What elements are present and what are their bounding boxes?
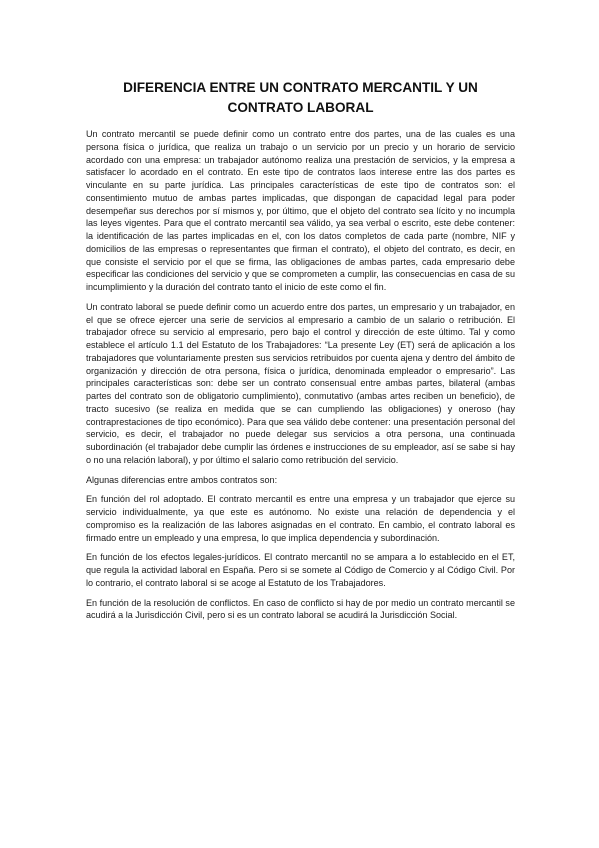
document-body <box>86 78 515 629</box>
paragraph-resolucion-conflictos: En función de la resolución de conflictos. En caso de conflicto si hay de por medio un contrato mercantil se acudirá a la Jurisdicción Civil, pero si es un contrato laboral se acudirá la Jurisdicción Social. <box>86 597 515 621</box>
paragraph-diferencias-intro: Algunas diferencias entre ambos contratos son: <box>86 474 278 485</box>
paragraph-contrato-laboral: Un contrato laboral se puede definir como un acuerdo entre dos partes, un empresario y un trabajador, en el que se ofrece ejercer una serie de servicios al empresario a cambio de un salario o retribución. El trabajador ofrece su servicio al empresario, pero bajo el control y dirección de este último. Tal y como establece el artículo 1.1 del Estatuto de los Trabajadores: “La presente Ley (ET) será de aplicación a los trabajadores que voluntariamente presten sus servicios retribuidos por cuenta ajena y dentro del ámbito de organización y dirección de otra persona, física o jurídica, denominada empleador o empresario”. Las principales características son: debe ser un contrato consensual entre ambas partes, bilateral (ambas partes del contrato son de obligatorio cumplimiento), conmutativo (ambas artes reciben un beneficio), de tracto sucesivo (se realiza en medida que se can cumpliendo las obligaciones) y oneroso (hay contraprestaciones de tipo económico). Para que sea válido debe contener: una presentación personal del servicio, es decir, el trabajador no puede delegar sus servicios a otra persona, una continuada subordinación (el trabajador debe cumplir las órdenes e instrucciones de su empleador, así se sabe si hay o no una relación laboral), y por último el salario como retribución del servicio. <box>86 301 515 465</box>
document-title: DIFERENCIA ENTRE UN CONTRATO MERCANTIL Y UN CONTRATO LABORAL <box>123 80 478 115</box>
paragraph-efectos-legales: En función de los efectos legales-jurídicos. El contrato mercantil no se ampara a lo establecido en el ET, que regula la actividad laboral en España. Pero si se somete al Código de Comercio y al Código Civil. Por lo contrario, el contrato laboral si se acoge al Estatuto de los Trabajadores. <box>86 552 515 588</box>
paragraph-rol-adoptado: En función del rol adoptado. El contrato mercantil es entre una empresa y un trabajador que ejerce su servicio individualmente, ya que este es autónomo. No existe una relación de dependencia y el compromiso es la realización de las labores asignadas en el contrato. En cambio, el contrato laboral es firmado entre un empleado y una empresa, lo que implica dependencia y subordinación. <box>86 494 515 543</box>
paragraph-contrato-mercantil: Un contrato mercantil se puede definir como un contrato entre dos partes, una de las cuales es una persona física o jurídica, que realiza un trabajo o un servicio por un precio y un horario de servicio acordado con una empresa: un trabajador autónomo realiza una prestación de servicios, y la empresa a satisfacer lo acordado en el contrato. En este tipo de contratos laos interese entre las dos partes es vinculante en su parte jurídica. Las principales características de este tipo de contratos son: el consentimiento mutuo de ambas partes implicadas, que dispongan de capacidad legal para poder desempeñar sus derechos por sí mismos y, por último, que el objeto del contrato sea lícito y no incumpla las leyes vigentes. Para que el contrato mercantil sea válido, ya sea verbal o escrito, este debe contener: la identificación de las partes implicadas en el, con los datos completos de cada parte (nombre, NIF y domicilios de las empresas o representantes que firman el contrato), el objeto del contrato, es decir, en que consiste el servicio por el que se firma, las obligaciones de ambas partes, cada empresario debe especificar las condiciones del servicio y que se comprometen a cumplir, las consecuencias en casa de su incumplimiento y la duración del contrato tanto el inicio de este como el fin. <box>86 129 515 292</box>
